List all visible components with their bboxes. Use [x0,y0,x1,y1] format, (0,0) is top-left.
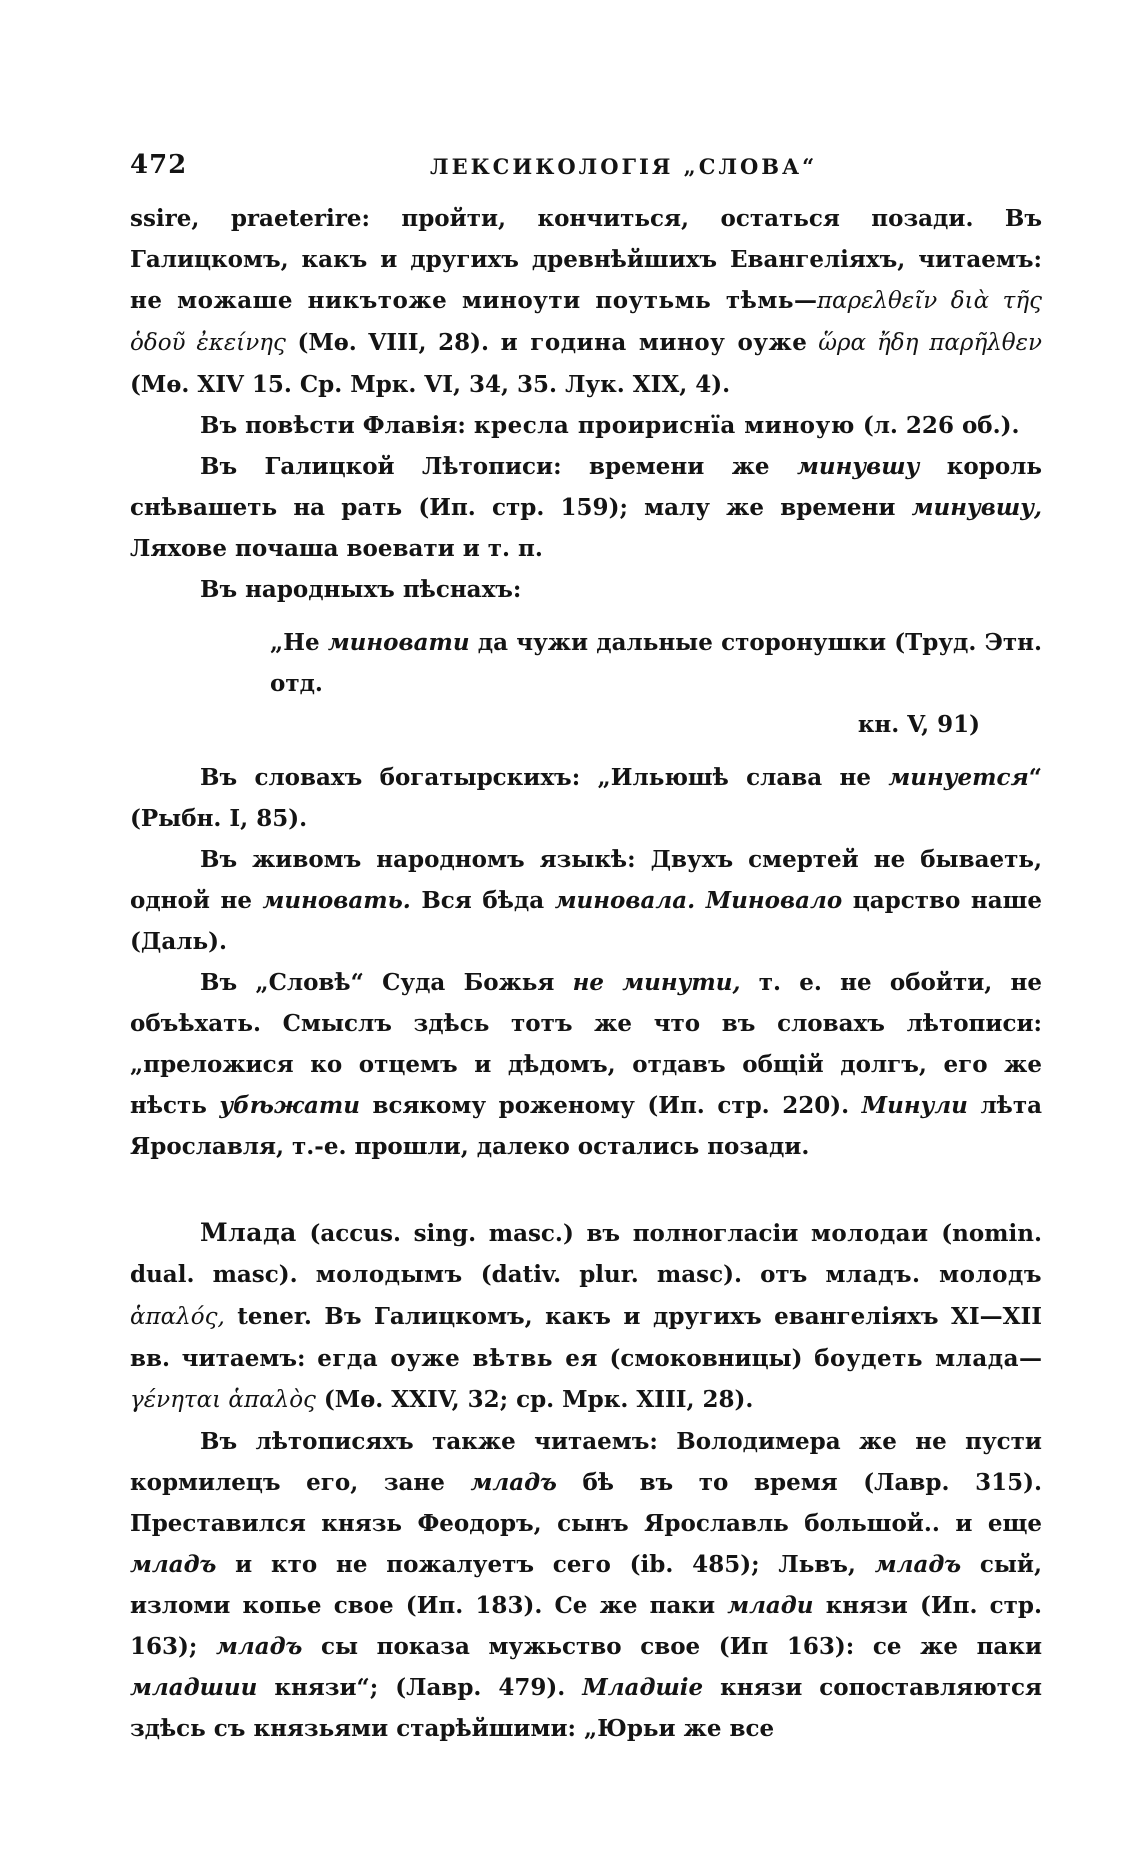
italic-word: младъ [874,1551,962,1578]
italic-word: младъ [470,1469,557,1496]
paragraph-1 [130,198,1042,405]
paragraph-7 [130,962,1042,1167]
text-run: “ (Рыбн. I, 85). [130,764,1042,832]
text-run: „Не [270,629,328,656]
text-run: ssire, praeterire: пройти, кончиться, остаться позади. Въ Галицкомъ, какъ и другихъ древнѣйшихъ Евангеліяхъ, читаемъ: [130,205,1042,273]
text-run: и кто не пожалуетъ сего (ib. 485); Львъ, [216,1551,875,1578]
slavonic-quote: кресла проириснїа миноую [473,412,855,439]
text-run: Ляхове почаша воевати и т. п. [130,535,543,562]
paragraph-9 [130,1421,1042,1749]
slavonic-word: младъ. молодъ [825,1261,1042,1288]
slavonic-quote: не можаше никътоже миноути поутьмь тѣмь [130,287,794,314]
greek-quote: γένηται ἁπαλὸς [130,1387,316,1413]
text-run: да чужи дальные сторонушки (Труд. Этн. отд. [270,629,1042,697]
italic-word: Младшіе [582,1674,704,1701]
text-run: (dativ. plur. masc). отъ [462,1261,826,1288]
text-run: Въ повѣсти Флавія: [200,412,474,439]
text-run [695,887,706,914]
italic-word: младъ [130,1551,217,1578]
text-run: tener. Въ Галицкомъ, какъ и другихъ евангеліяхъ XI—XII вв. читаемъ: [130,1303,1042,1372]
text-run: сый, изломи копье свое (Ип. 183). Се же паки [130,1551,1043,1619]
slavonic-quote: егда оуже вѣтвь ея [317,1345,598,1372]
italic-word: минувшу, [911,494,1042,521]
text-run: (Мѳ. XIV 15. Ср. Мрк. VI, 34, 35. Лук. XIX, 4). [130,371,731,398]
italic-word: младъ [216,1633,303,1660]
text-run: (accus. sing. masc.) въ полногласіи [296,1220,811,1247]
text-run: царство наше (Даль). [130,887,1042,955]
text-run: кн. V, 91) [857,711,980,738]
text-run: (Мѳ. XXIV, 32; ср. Мрк. XIII, 28). [315,1386,754,1413]
paragraph-3 [130,446,1042,569]
paragraph-4 [130,569,1042,610]
italic-word: Миновало [705,887,843,914]
italic-word: минуется [888,764,1029,791]
text-run: князи“; (Лавр. 479). [257,1674,583,1701]
paragraph-2 [130,405,1042,446]
text-run: (Мѳ. VIII, 28). [285,329,501,356]
italic-word: не минути, [572,969,741,996]
text-run: Вся бѣда [410,887,555,914]
italic-word: миновать. [262,887,411,914]
italic-word: млади [727,1592,814,1619]
slavonic-word: молодымъ [315,1261,463,1288]
dash: — [1019,1345,1042,1372]
dash: — [793,287,817,314]
text-run: бѣ въ то время (Лавр. 315). Преставился князь Феодоръ, сынъ Ярославль большой.. и еще [130,1469,1042,1537]
paragraph-5 [130,757,1042,839]
headword: Млада [200,1218,297,1247]
text-run: князи сопоставляются здѣсь съ князьями старѣйшими: „Юрьи же все [130,1674,1042,1742]
folk-song-quote [270,622,1042,704]
text-run: лѣта Ярославля, т.-е. прошли, далеко остались позади. [130,1092,1042,1160]
running-title: ЛЕКСИКОЛОГІЯ „СЛОВА“ [430,154,818,179]
italic-word: миновала. [554,887,696,914]
greek-quote: παρελθεῖν διὰ τῆς ὁδοῦ ἐκείνης [130,288,1042,356]
text-run: Въ народныхъ пѣснахъ: [200,576,522,603]
italic-word: убѣжати [219,1092,360,1119]
text-run: король снѣвашеть на рать (Ип. стр. 159); малу же времени [130,453,1042,521]
text-run: Въ лѣтописяхъ также читаемъ: Володимера же не пусти кормилецъ его, зане [130,1428,1042,1496]
italic-word: младшии [130,1674,258,1701]
text-run: Въ „Словѣ“ Суда Божья [200,969,573,996]
text-run: князи (Ип. стр. 163); [130,1592,1042,1660]
page-header [130,150,1010,190]
text-run: (nomin. dual. masc). [130,1220,1042,1288]
italic-word: минувшу [797,453,920,480]
slavonic-word: молодаи [810,1220,929,1247]
slavonic-quote: и година миноу оуже [500,329,808,356]
text-run: всякому рожeному (Ип. стр. 220). [359,1092,862,1119]
body-text [130,198,1042,1749]
text-run: т. е. не обойти, не объѣхать. Смыслъ здѣсь тотъ же что въ словахъ лѣтописи: „преложися ко отцемъ и дѣдомъ, отдавъ общій долгъ, его же нѣсть [130,969,1042,1119]
text-run: Въ словахъ богатырскихъ: „Ильюшѣ слава не [200,764,889,791]
greek-quote: ὥρα ἤδη παρῆλθεν [807,330,1042,356]
page-number: 472 [130,150,188,180]
text-run: сы показа мужьство свое (Ип 163): се же паки [302,1633,1043,1660]
text-run: (л. 226 об.). [854,412,1020,439]
greek-word: ἁπαλός, [130,1304,225,1330]
text-run: Въ живомъ народномъ языкѣ: Двухъ смертей не бываеть, одной не [130,846,1042,914]
paragraph-6 [130,839,1042,962]
text-run: Въ Галицкой Лѣтописи: времени же [200,453,798,480]
italic-word: миновати [327,629,470,656]
text-run: (смоковницы) [597,1345,815,1372]
paragraph-8 [130,1212,1042,1421]
slavonic-quote: боудеть млада [814,1345,1019,1372]
folk-song-quote-tail [130,704,1042,745]
italic-word: Минули [861,1092,968,1119]
